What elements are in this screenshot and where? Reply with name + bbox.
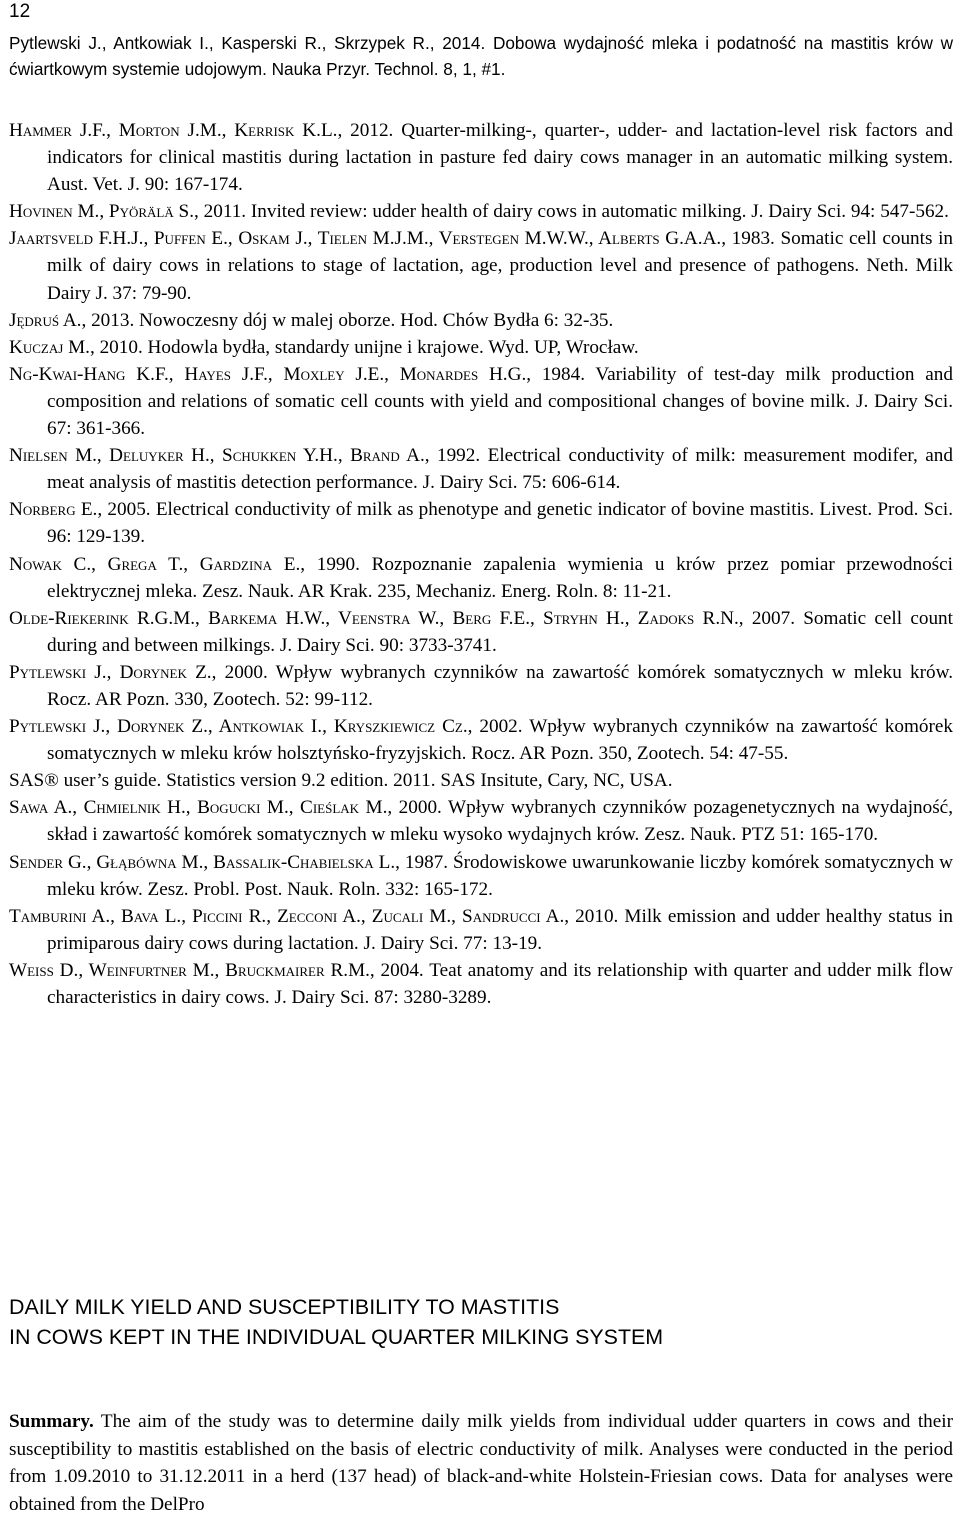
- reference-item: [9, 361, 953, 442]
- reference-item: [9, 551, 953, 605]
- summary-text: The aim of the study was to determine daily milk yields from individual udder quarters in cows and their susceptibility to mastitis established on the basis of electric conductivity of milk. Analyses were conducted in the period from 1.09.2010 to 31.12.2011 in a herd (137 head) of black-and-white Holstein-Friesian cows. Data for analyses were obtained from the DelPro: [9, 1411, 953, 1515]
- reference-authors: Hammer J.F., Morton J.M., Kerrisk K.L.: [9, 120, 338, 141]
- reference-list: [9, 117, 953, 1011]
- english-title-line-1: DAILY MILK YIELD AND SUSCEPTIBILITY TO MASTITIS: [9, 1295, 560, 1319]
- reference-item: [9, 957, 953, 1011]
- reference-details: , 1987. Środowiskowe uwarunkowanie liczby komórek somatycznych w mleku krów. Zesz. Probl. Post. Nauk. Roln. 332: 165-172.: [47, 851, 953, 900]
- reference-item: [9, 117, 953, 198]
- reference-details: , 2007. Somatic cell count during and between milkings. J. Dairy Sci. 90: 3733-3741.: [47, 607, 953, 656]
- reference-details: , 2013. Nowoczesny dój w malej oborze. Hod. Chów Bydła 6: 32-35.: [81, 309, 614, 331]
- reference-item: [9, 605, 953, 659]
- reference-authors: Weiss D., Weinfurtner M., Bruckmairer R.M.: [9, 959, 370, 981]
- reference-item: [9, 659, 953, 713]
- reference-authors: Hovinen M., Pyörälä S.: [9, 201, 195, 223]
- reference-details: , 2004. Teat anatomy and its relationship with quarter and udder milk flow characteristics in dairy cows. J. Dairy Sci. 87: 3280-3289.: [47, 959, 953, 1008]
- reference-item: [9, 225, 953, 306]
- reference-details: , 1984. Variability of test-day milk production and composition and relations of somatic cell counts with yield and compositional changes of bovine milk. J. Dairy Sci. 67: 361-366.: [47, 363, 953, 440]
- english-title: [9, 1292, 953, 1352]
- reference-item: [9, 442, 953, 496]
- reference-item: [9, 849, 953, 903]
- summary-paragraph: [9, 1408, 953, 1518]
- reference-details: , 1983. Somatic cell counts in milk of dairy cows in relations to stage of lactation, age, production level and presence of pathogens. Neth. Milk Dairy J. 37: 79-90.: [47, 228, 953, 304]
- reference-item: [9, 496, 953, 550]
- reference-details: , 2010. Milk emission and udder healthy status in primiparous dairy cows during lactation. J. Dairy Sci. 77: 13-19.: [47, 905, 953, 954]
- reference-details: , 2000. Wpływ wybranych czynników pozagenetycznych na wydajność, skład i zawartość komórek somatycznych w mleku wysoko wydajnych krów. Zesz. Nauk. PTZ 51: 165-170.: [47, 797, 953, 846]
- reference-item: [9, 767, 953, 794]
- reference-authors: Nielsen M., Deluyker H., Schukken Y.H., Brand A.: [9, 445, 425, 467]
- reference-details: , 2000. Wpływ wybranych czynników na zawartość komórek somatycznych w mleku krów. Rocz. AR Pozn. 330, Zootech. 52: 99-112.: [47, 661, 953, 710]
- reference-item: [9, 334, 953, 361]
- reference-details: , 1992. Electrical conductivity of milk: measurement modifer, and meat analysis of mastitis detection performance. J. Dairy Sci. 75: 606-614.: [47, 445, 953, 494]
- running-head-citation: Pytlewski J., Antkowiak I., Kasperski R., Skrzypek R., 2014. Dobowa wydajność mleka i podatność na mastitis krów w ćwiartkowym systemie udojowym. Nauka Przyr. Technol. 8, 1, #1.: [9, 33, 953, 79]
- summary-label: Summary.: [9, 1411, 94, 1432]
- reference-authors: Olde-Riekerink R.G.M., Barkema H.W., Veenstra W., Berg F.E., Stryhn H., Zadoks R.N.: [9, 607, 739, 629]
- reference-item: [9, 307, 953, 334]
- reference-authors: Pytlewski J., Dorynek Z., Antkowiak I., Kryszkiewicz Cz.: [9, 716, 468, 738]
- reference-authors: Tamburini A., Bava L., Piccini R., Zecconi A., Zucali M., Sandrucci A.: [9, 905, 565, 927]
- english-title-line-2: IN COWS KEPT IN THE INDIVIDUAL QUARTER MILKING SYSTEM: [9, 1325, 664, 1349]
- reference-authors: Ng-Kwai-Hang K.F., Hayes J.F., Moxley J.E., Monardes H.G.: [9, 363, 527, 385]
- reference-details: , 2010. Hodowla bydła, standardy unijne i krajowe. Wyd. UP, Wrocław.: [89, 336, 639, 358]
- reference-authors: Nowak C., Grega T., Gardzina E.: [9, 553, 301, 575]
- reference-authors: Sender G., Głąbówna M., Bassalik-Chabielska L.: [9, 851, 396, 873]
- reference-details: SAS® user’s guide. Statistics version 9.2 edition. 2011. SAS Insitute, Cary, NC, USA.: [9, 770, 673, 792]
- reference-authors: Kuczaj M.: [9, 336, 90, 358]
- reference-item: [9, 198, 953, 225]
- reference-details: , 2011. Invited review: udder health of dairy cows in automatic milking. J. Dairy Sci. 94: 547-562.: [194, 201, 949, 223]
- reference-authors: Jaartsveld F.H.J., Puffen E., Oskam J., Tielen M.J.M., Verstegen M.W.W., Alberts G.A.A.: [9, 228, 722, 250]
- page-number: 12: [9, 1, 31, 22]
- reference-details: , 2002. Wpływ wybranych czynników na zawartość komórek somatycznych w mleku krów holsztyńsko-fryzyjskich. Rocz. AR Pozn. 350, Zootech. 54: 47-55.: [47, 716, 953, 765]
- reference-item: [9, 713, 953, 767]
- reference-authors: Norberg E.: [9, 499, 98, 521]
- reference-authors: Pytlewski J., Dorynek Z.: [9, 661, 212, 683]
- reference-authors: Jędruś A.: [9, 309, 82, 331]
- reference-details: , 1990. Rozpoznanie zapalenia wymienia u krów przez pomiar przewodności elektrycznej mleka. Zesz. Nauk. AR Krak. 235, Mechaniz. Energ. Roln. 8: 11-21.: [47, 553, 953, 602]
- reference-details: , 2012. Quarter-milking-, quarter-, udder- and lactation-level risk factors and indicators for clinical mastitis during lactation in pasture fed dairy cows manager in an automatic milking system. Aust. Vet. J. 90: 167-174.: [47, 120, 953, 196]
- reference-details: , 2005. Electrical conductivity of milk as phenotype and genetic indicator of bovine mastitis. Livest. Prod. Sci. 96: 129-139.: [47, 499, 953, 548]
- reference-item: [9, 794, 953, 848]
- reference-authors: Sawa A., Chmielnik H., Bogucki M., Cieślak M.: [9, 797, 388, 819]
- reference-item: [9, 903, 953, 957]
